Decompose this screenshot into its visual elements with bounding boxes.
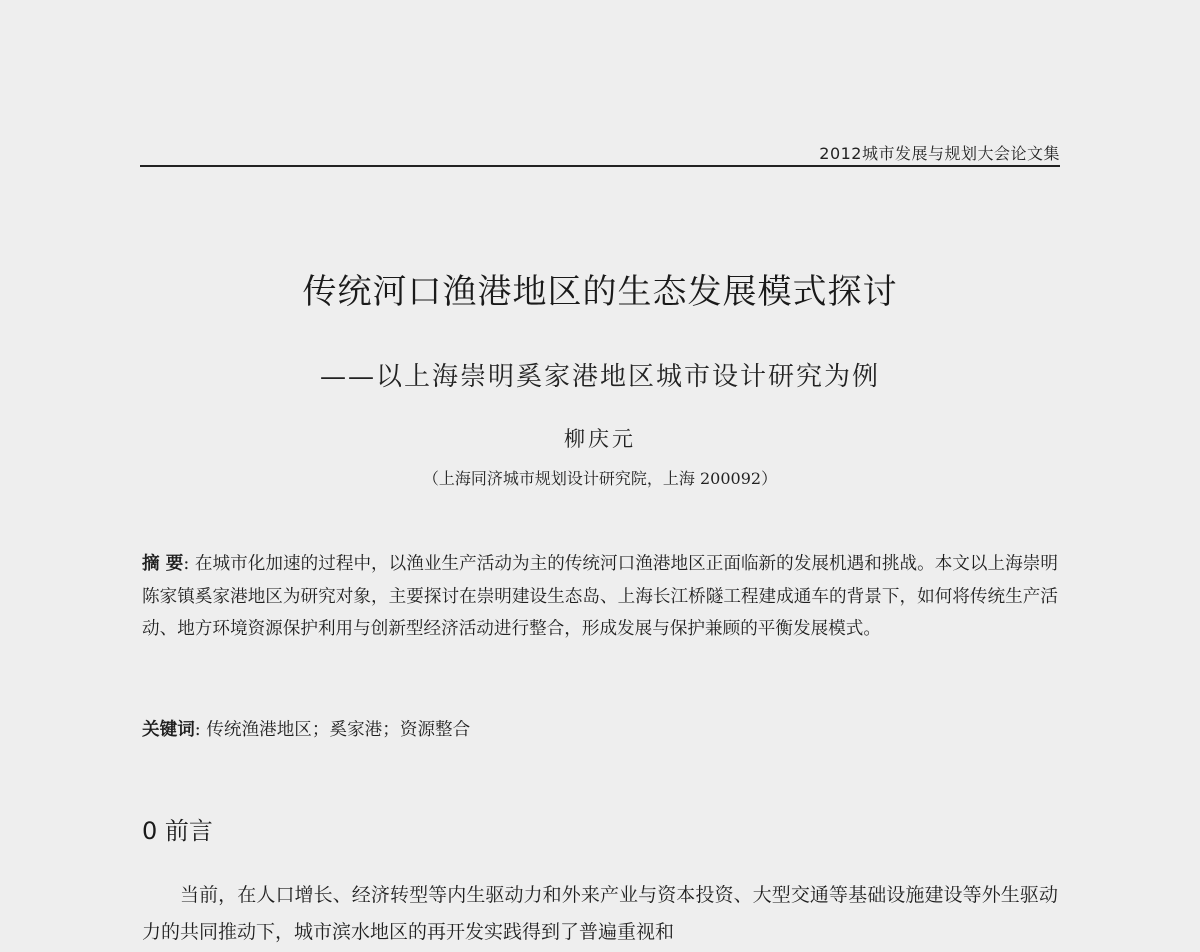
paper-title: 传统河口渔港地区的生态发展模式探讨: [302, 272, 898, 312]
body-paragraph: 当前，在人口增长、经济转型等内生驱动力和外来产业与资本投资、大型交通等基础设施建设等外生驱动力的共同推动下，城市滨水地区的再开发实践得到了普遍重视和: [142, 884, 1058, 943]
section-heading: 0 前言: [142, 817, 213, 845]
keywords-colon: :: [194, 720, 207, 740]
running-head: 2012城市发展与规划大会论文集: [819, 144, 1060, 163]
keywords-text: 传统渔港地区；奚家港；资源整合: [206, 720, 471, 740]
keywords-label: 关键词: [142, 720, 195, 740]
abstract-text: 在城市化加速的过程中，以渔业生产活动为主的传统河口渔港地区正面临新的发展机遇和挑战。本文以上海崇明陈家镇奚家港地区为研究对象，主要探讨在崇明建设生态岛、上海长江桥隧工程建成通车的背景下，如何将传统生产活动、地方环境资源保护利用与创新型经济活动进行整合，形成发展与保护兼顾的平衡发展模式。: [142, 554, 1058, 639]
author-affiliation: （上海同济城市规划设计研究院，上海 200092）: [422, 469, 778, 488]
abstract-label: 摘 要: [142, 554, 184, 574]
author-name: 柳庆元: [564, 427, 636, 451]
keywords: [142, 716, 1058, 744]
abstract: [142, 548, 1058, 646]
paper-subtitle: ——以上海崇明奚家港地区城市设计研究为例: [319, 362, 880, 392]
header-rule: [140, 165, 1060, 167]
abstract-colon: :: [183, 554, 195, 574]
